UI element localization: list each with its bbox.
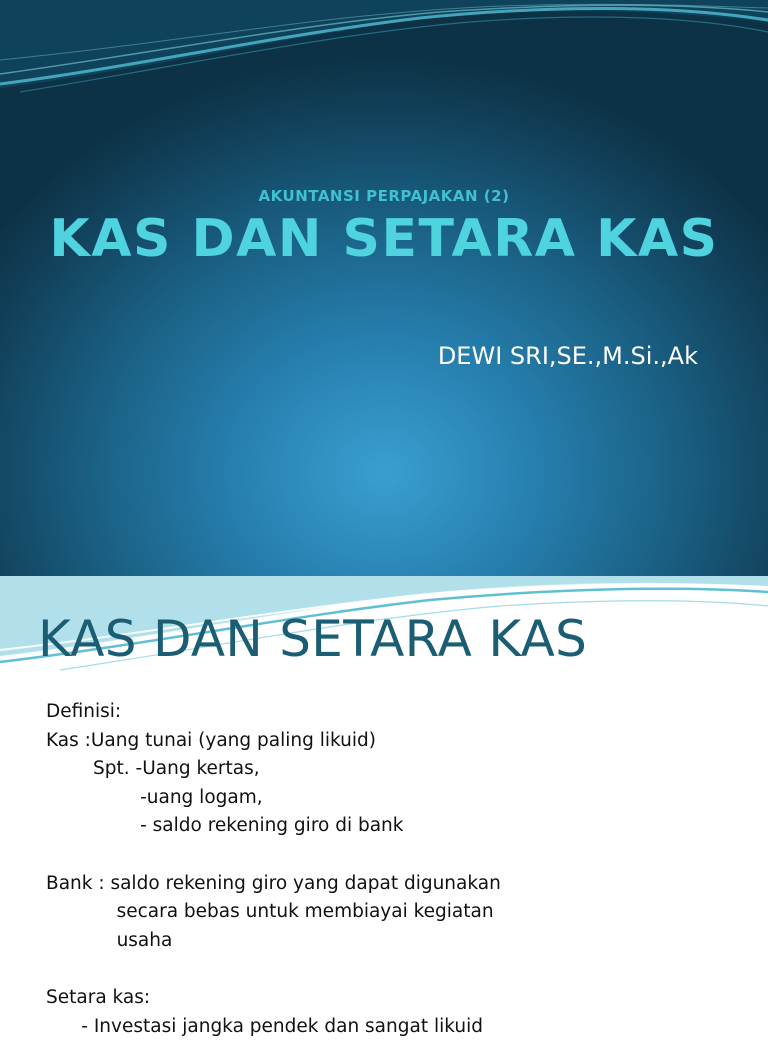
body-line: Bank : saldo rekening giro yang dapat digunakan: [46, 872, 501, 894]
body-line: - saldo rekening giro di bank: [46, 815, 404, 837]
body-line: Definisi:: [46, 701, 122, 722]
body-line: Setara kas:: [46, 986, 151, 1008]
content-title: KAS DAN SETARA KAS: [38, 610, 588, 668]
author-name: DEWI SRI,SE.,M.Si.,Ak: [437, 342, 698, 370]
body-line: -uang logam,: [46, 786, 263, 808]
body-line: - Investasi jangka pendek dan sangat likuid: [46, 1015, 483, 1037]
body-line: Spt. -Uang kertas,: [46, 758, 260, 780]
body-line: [46, 841, 746, 870]
body-line: secara bebas untuk membiayai kegiatan: [46, 901, 494, 923]
content-body: [46, 698, 746, 1041]
body-line: Kas :Uang tunai (yang paling likuid): [46, 729, 376, 751]
body-line: [46, 955, 746, 984]
course-subtitle: AKUNTANSI PERPAJAKAN (2): [258, 187, 510, 205]
content-slide: [0, 576, 768, 1037]
body-line: usaha: [46, 929, 173, 951]
slide-title: KAS DAN SETARA KAS: [49, 209, 719, 269]
